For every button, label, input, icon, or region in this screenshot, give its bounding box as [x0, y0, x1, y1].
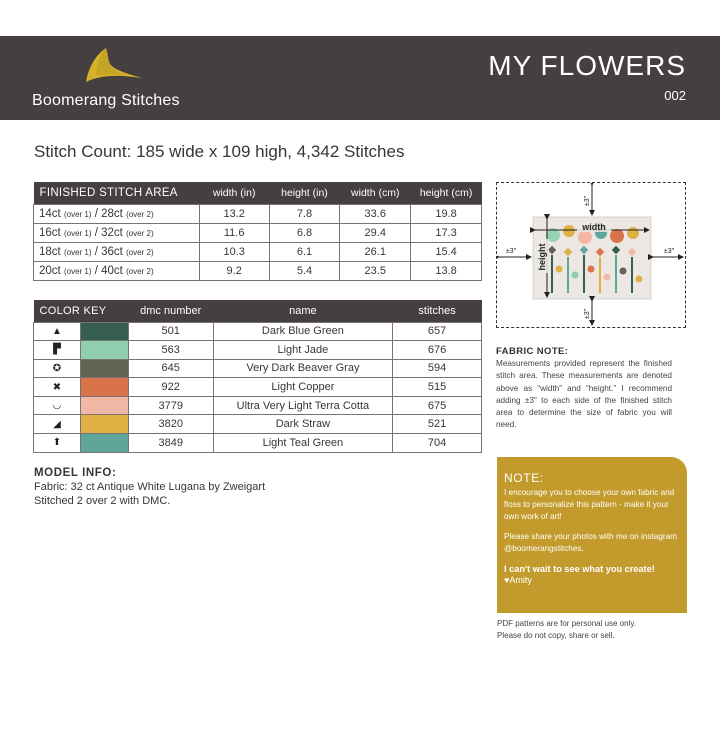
color-name-cell: Ultra Very Light Terra Cotta [213, 396, 393, 415]
header-cell: width (in) [199, 182, 269, 204]
color-swatch [80, 341, 128, 360]
model-info-heading: MODEL INFO: [34, 467, 117, 479]
bottom-margin-label: ±3" [584, 308, 591, 320]
color-name-cell: Light Teal Green [213, 434, 393, 453]
dmc-number-cell: 501 [128, 322, 213, 341]
stitch-symbol-icon: ◡ [34, 396, 81, 415]
note-heading: NOTE: [504, 471, 544, 485]
stitches-cell: 704 [393, 434, 482, 453]
width-cm-cell: 33.6 [340, 204, 411, 223]
dmc-number-cell: 922 [128, 378, 213, 397]
stitches-cell: 675 [393, 396, 482, 415]
stitches-cell: 657 [393, 322, 482, 341]
header-cell: COLOR KEY [34, 300, 129, 322]
disclaimer-line-2: Please do not copy, share or sell. [497, 631, 615, 640]
width-cm-cell: 23.5 [340, 261, 411, 280]
dmc-number-cell: 3849 [128, 434, 213, 453]
note-paragraph-2: Please share your photos with me on instagram @boomerangstitches. [504, 532, 677, 553]
height-cm-cell: 17.3 [411, 223, 482, 242]
stitches-cell: 515 [393, 378, 482, 397]
header-cell: width (cm) [340, 182, 411, 204]
over-2-note: (over 2) [126, 266, 154, 276]
color-key-row [34, 322, 482, 341]
count-over-1: 16ct [39, 226, 61, 239]
count-separator: / [91, 264, 102, 277]
dmc-number-cell: 563 [128, 341, 213, 360]
stitch-area-row [34, 204, 482, 223]
fabric-count-cell [34, 242, 200, 261]
over-2-note: (over 2) [126, 209, 154, 219]
color-key-row [34, 434, 482, 453]
color-swatch [80, 415, 128, 434]
header-cell: height (cm) [411, 182, 482, 204]
color-swatch [80, 322, 128, 341]
stitch-symbol-icon: ◢ [34, 415, 81, 434]
color-key-row [34, 415, 482, 434]
stitch-count-value: 185 wide x 109 high, 4,342 Stitches [136, 142, 405, 161]
disclaimer [497, 618, 636, 642]
stitch-count [34, 142, 404, 162]
over-1-note: (over 1) [63, 209, 92, 219]
fabric-diagram-svg [497, 183, 685, 327]
count-separator: / [91, 207, 102, 220]
count-over-1: 18ct [39, 245, 61, 258]
stitch-count-label: Stitch Count: [34, 142, 132, 161]
model-info-fabric: Fabric: 32 ct Antique White Lugana by Zweigart [34, 481, 266, 493]
over-1-note: (over 1) [63, 228, 92, 238]
note-paragraph-1: I encourage you to choose your own fabric and floss to personalize this pattern - make it your own work of art! [504, 488, 675, 521]
fabric-count-cell [34, 261, 200, 280]
over-2-note: (over 2) [126, 247, 154, 257]
fabric-size-diagram [496, 182, 686, 328]
fabric-count-cell [34, 204, 200, 223]
fabric-count-cell [34, 223, 200, 242]
stitches-cell: 594 [393, 359, 482, 378]
stitch-area-row [34, 223, 482, 242]
count-over-1: 14ct [39, 207, 61, 220]
over-1-note: (over 1) [63, 266, 92, 276]
height-cm-cell: 19.8 [411, 204, 482, 223]
count-over-2: 32ct [101, 226, 123, 239]
color-key-header-row [34, 300, 482, 322]
stitch-symbol-icon: ✖ [34, 378, 81, 397]
width-in-cell: 13.2 [199, 204, 269, 223]
header-cell: height (in) [269, 182, 340, 204]
width-cm-cell: 29.4 [340, 223, 411, 242]
header-cell: stitches [393, 300, 482, 322]
color-name-cell: Dark Straw [213, 415, 393, 434]
dmc-number-cell: 3779 [128, 396, 213, 415]
color-key-row [34, 359, 482, 378]
count-over-2: 36ct [101, 245, 123, 258]
height-in-cell: 6.8 [269, 223, 340, 242]
pattern-code: 002 [664, 88, 686, 103]
dmc-number-cell: 3820 [128, 415, 213, 434]
width-in-cell: 9.2 [199, 261, 269, 280]
count-over-2: 28ct [101, 207, 123, 220]
header-cell: name [213, 300, 393, 322]
stitch-symbol-icon: ▲ [34, 322, 81, 341]
color-swatch [80, 396, 128, 415]
note-signature: ♥Amity [504, 575, 532, 585]
color-key-row [34, 378, 482, 397]
model-info [34, 466, 265, 508]
over-1-note: (over 1) [63, 247, 92, 257]
color-swatch [80, 378, 128, 397]
stitch-area-header-row [34, 182, 482, 204]
count-separator: / [91, 245, 102, 258]
stitch-area-row [34, 261, 482, 280]
color-name-cell: Dark Blue Green [213, 322, 393, 341]
fabric-note [496, 346, 672, 431]
count-over-1: 20ct [39, 264, 61, 277]
left-margin-label: ±3" [505, 248, 517, 255]
height-cm-cell: 13.8 [411, 261, 482, 280]
width-in-cell: 11.6 [199, 223, 269, 242]
brand-name: Boomerang Stitches [32, 92, 180, 109]
color-swatch [80, 359, 128, 378]
disclaimer-line-1: PDF patterns are for personal use only. [497, 619, 637, 628]
header-banner [0, 36, 720, 120]
color-name-cell: Very Dark Beaver Gray [213, 359, 393, 378]
header-cell: FINISHED STITCH AREA [34, 182, 200, 204]
color-name-cell: Light Jade [213, 341, 393, 360]
height-in-cell: 5.4 [269, 261, 340, 280]
stitch-symbol-icon: ⬆ [34, 434, 81, 453]
fabric-note-text: Measurements provided represent the finished stitch area. These measurements are denoted above as “width” and “height.” I recommend adding ±3" to each side of the finished stitch area to determine the size of fabric you will need. [496, 359, 672, 430]
height-label: height [537, 243, 547, 271]
height-in-cell: 6.1 [269, 242, 340, 261]
note-box [497, 457, 687, 613]
stitches-cell: 676 [393, 341, 482, 360]
pattern-title: MY FLOWERS [488, 50, 686, 81]
stitch-symbol-icon: ▛ [34, 341, 81, 360]
height-in-cell: 7.8 [269, 204, 340, 223]
color-swatch [80, 434, 128, 453]
stitch-area-table [33, 182, 482, 281]
model-info-stitched: Stitched 2 over 2 with DMC. [34, 495, 171, 507]
right-margin-label: ±3" [663, 248, 675, 255]
height-cm-cell: 15.4 [411, 242, 482, 261]
stitch-area-row [34, 242, 482, 261]
width-cm-cell: 26.1 [340, 242, 411, 261]
count-over-2: 40ct [101, 264, 123, 277]
color-key-table [33, 300, 482, 453]
dmc-number-cell: 645 [128, 359, 213, 378]
width-in-cell: 10.3 [199, 242, 269, 261]
width-label: width [582, 222, 606, 232]
over-2-note: (over 2) [126, 228, 154, 238]
stitches-cell: 521 [393, 415, 482, 434]
color-key-row [34, 341, 482, 360]
color-name-cell: Light Copper [213, 378, 393, 397]
note-paragraph-3: I can't wait to see what you create! [504, 564, 655, 574]
count-separator: / [91, 226, 102, 239]
fabric-note-heading: FABRIC NOTE: [496, 346, 569, 357]
stitch-symbol-icon: ✪ [34, 359, 81, 378]
header-cell: dmc number [128, 300, 213, 322]
top-margin-label: ±3" [584, 195, 591, 207]
boomerang-logo-icon [84, 46, 146, 86]
color-key-row [34, 396, 482, 415]
